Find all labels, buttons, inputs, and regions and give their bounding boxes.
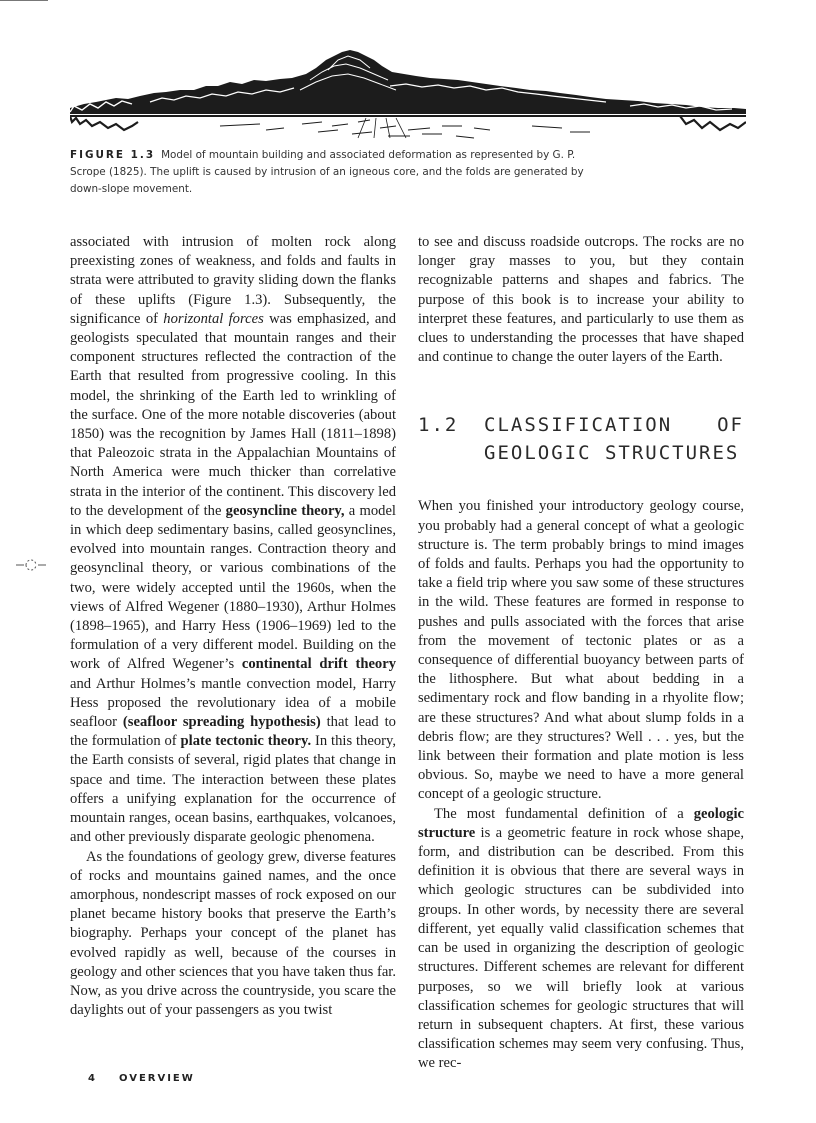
text-run: that lead to the formulation of bbox=[70, 714, 396, 750]
running-footer-label: OVERVIEW bbox=[118, 1073, 195, 1084]
corner-crop-mark bbox=[0, 0, 48, 1]
text-run: was emphasized, and geologists speculated that mountain ranges and their component structures reflected the contraction of the Earth that resulted from progressive cooling. In this model, the shrinking of the Earth led to wrinkling of the surface. One of the more notable discoveries (about 1850) was the recognition by James Hall (1811–1898) that Paleozoic strata in the Appalachian Mountains of North America were much thicker than correlative strata in the interior of the continent. This discovery led to the development of the bbox=[70, 310, 396, 519]
figure-caption-text: Model of mountain building and associated deformation as represented by G. P. Scrope (1825). The uplift is caused by intrusion of an igneous core, and the folds are generated by down-slope movement. bbox=[70, 149, 584, 195]
text-run: is a geometric feature in rock whose shape, form, and distribution can be described. From this definition it is obvious that there are several ways in which geologic structures can be subdivided into groups. In other words, by necessity there are several different, yet equally valid classification schemes that can be used in organizing the description of geologic structures. Different schemes are relevant for different purposes, so we will briefly look at various classification schemes for geologic structures that will return in subsequent chapters. At first, these various classification schemes may seem very confusing. Thus, we rec- bbox=[418, 824, 744, 1072]
paragraph bbox=[418, 805, 744, 1074]
paragraph bbox=[70, 233, 396, 848]
page-footer bbox=[88, 1073, 195, 1084]
bold-term: plate tectonic theory. bbox=[180, 733, 312, 750]
page-number: 4 bbox=[88, 1073, 97, 1084]
paragraph: When you finished your introductory geology course, you probably had a general concept of what a geologic structure is. The term probably brings to mind images of folds and faults. Perhaps you had the opportunity to take a field trip where you saw some of these structures in the wild. These features are formed in response to pushes and pulls associated with the forces that arise from the movement of tectonic plates or as a consequence of differential buoyancy between parts of the lithosphere. But what about bedding in a sedimentary rock and flow banding in a rhyolite flow; are these structures? And what about slump folds in a debris flow; are they structures? Well . . . yes, but the link between their formation and plate motion is less obvious. So, maybe we need to have a more general concept of a geologic structure. bbox=[418, 498, 744, 803]
text-run: and Arthur Holmes’s mantle convection model, Harry Hess proposed the revolutionary idea of a mobile seafloor bbox=[70, 675, 396, 731]
section-number: 1.2 bbox=[418, 414, 459, 437]
paragraph: As the foundations of geology grew, diverse features of rocks and mountains gained names, and the once amorphous, nondescript masses of rock exposed on our planet became history books that preserve the Earth’s biography. Perhaps your concept of the planet has evolved rapidly as well, because of the courses in geology and other sciences that you have taken thus far. Now, as you drive across the countryside, you scare the daylights out of your passengers as you twist bbox=[70, 848, 396, 1019]
section-heading bbox=[418, 411, 744, 467]
paragraph: to see and discuss roadside outcrops. The rocks are no longer gray masses to you, but they contain recognizable patterns and shapes and fabrics. The purpose of this book is to increase your ability to interpret these features, and particularly to use them as clues to understanding the processes that have shaped and continue to change the outer layers of the Earth. bbox=[418, 234, 744, 366]
registration-mark-icon bbox=[14, 548, 48, 582]
bold-term: geosyncline theory, bbox=[225, 502, 345, 519]
mountain-cross-section-drawing bbox=[70, 46, 746, 144]
figure-label: FIGURE 1.3 bbox=[70, 149, 156, 161]
text-run: associated with intrusion of molten rock along preexisting zones of weakness, and folds and faults in strata were attributed to gravity sliding down the flanks of these uplifts (Figure 1.3). Subsequently, the significance of bbox=[70, 234, 396, 327]
left-column bbox=[70, 233, 396, 1020]
bold-term: (seafloor spreading hypothesis) bbox=[122, 714, 321, 731]
section-title: CLASSIFICATION OF GEOLOGIC STRUCTURES bbox=[484, 414, 744, 465]
bold-term: continental drift theory bbox=[241, 656, 397, 673]
text-run: a model in which deep sedimentary basins, called geosynclines, evolved into mountain ranges. Contraction theory and geosynclinal theory, or various combinations of the two, were widely accepted until the 1960s, when the views of Alfred Wegener (1880–1930), Arthur Holmes (1898–1965), and Harry Hess (1906–1969) led to the formulation of a very different model. Building on the work of Alfred Wegener’s bbox=[70, 502, 396, 673]
italic-term: horizontal forces bbox=[163, 310, 264, 327]
bold-term: geologic structure bbox=[418, 805, 744, 841]
figure-caption bbox=[70, 147, 590, 198]
text-run: The most fundamental definition of a bbox=[434, 805, 694, 822]
right-column bbox=[418, 233, 744, 1074]
text-run: In this theory, the Earth consists of several, rigid plates that change in space and time. The interaction between these plates offers a unifying explanation for the occurrence of mountain ranges, ocean basins, earthquakes, volcanoes, and other previously disparate geologic phenomena. bbox=[70, 733, 396, 846]
figure-1-3-illustration bbox=[70, 46, 746, 144]
